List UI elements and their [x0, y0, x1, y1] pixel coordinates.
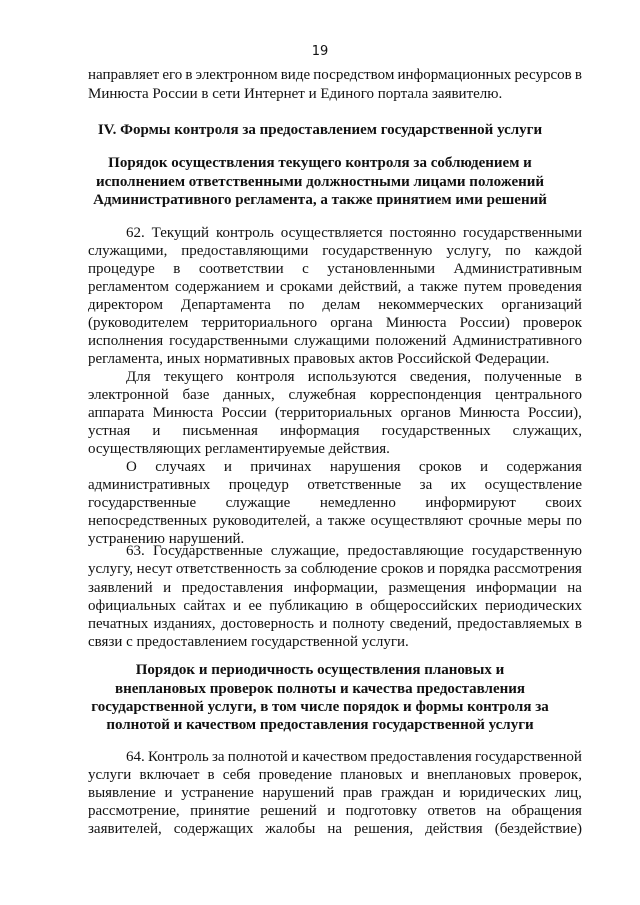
text-line: О случаях и причинах нарушения сроков и содержания: [126, 459, 582, 475]
text-line: государственные служащие немедленно информируют своих: [88, 495, 582, 511]
page-number: 19: [311, 44, 329, 59]
heading-line: IV. Формы контроля за предоставлением государственной услуги: [97, 122, 543, 138]
text-line: 63. Государственные служащие, предоставляющие государственную: [126, 543, 582, 559]
text-line: заявлений и предоставления информации, размещения информации на: [88, 580, 582, 596]
text-line: директором Департамента по делам некоммерческих организаций: [88, 297, 582, 313]
heading-line: полнотой и качеством предоставления государственной услуги: [106, 717, 534, 733]
text-line: связи с предоставлением государственной услуги.: [88, 634, 409, 650]
heading-line: исполнением ответственными должностными лицами положений: [95, 174, 545, 190]
text-line: официальных сайтах и ее публикацию в общероссийских периодических: [88, 598, 582, 614]
text-line: аппарата Минюста России (территориальных органов Минюста России),: [88, 405, 582, 421]
text-line: печатных изданиях, достоверность и полноту сведений, предоставляемых в: [88, 616, 582, 632]
text-line: направляет его в электронном виде посредством информационных ресурсов в: [88, 67, 582, 83]
text-line: Для текущего контроля используются сведения, полученные в: [126, 369, 582, 385]
text-line: электронной базе данных, служебная корреспонденция центрального: [88, 387, 582, 403]
text-line: выявление и устранение нарушений прав граждан и юридических лиц,: [88, 785, 582, 801]
heading-line: внеплановых проверок полноты и качества предоставления: [114, 681, 526, 697]
heading-line: Порядок осуществления текущего контроля за соблюдением и: [108, 155, 532, 171]
text-line: устранению нарушений.: [88, 531, 245, 547]
text-line: 64. Контроль за полнотой и качеством предоставления государственной: [126, 749, 582, 765]
heading-line: Порядок и периодичность осуществления плановых и: [135, 662, 505, 678]
heading-line: Административного регламента, а также принятием ими решений: [93, 192, 547, 208]
text-line: заявителей, содержащих жалобы на решения, действия (бездействие): [88, 821, 582, 837]
text-line: осуществляющих регламентируемые действия.: [88, 441, 390, 457]
text-line: рассмотрение, принятие решений и подготовку ответов на обращения: [88, 803, 582, 819]
text-line: устная и письменная информация государственных служащих,: [88, 423, 582, 439]
heading-line: государственной услуги, в том числе порядок и формы контроля за: [91, 699, 549, 715]
text-line: услугу, несут ответственность за соблюдение сроков и порядка рассмотрения: [88, 561, 582, 577]
text-line: регламента, иных нормативных правовых актов Российской Федерации.: [88, 351, 550, 367]
text-line: процедуре в соответствии с установленными Административным: [88, 261, 582, 277]
text-line: регламентом содержанием и сроками действий, а также путем проведения: [88, 279, 582, 295]
text-line: исполнения государственными служащими положений Административного: [88, 333, 582, 349]
text-line: служащими, предоставляющими государственную услугу, по каждой: [88, 243, 582, 259]
text-line: 62. Текущий контроль осуществляется постоянно государственными: [126, 225, 582, 241]
text-line: Минюста России в сети Интернет и Единого портала заявителю.: [88, 86, 503, 102]
text-line: непосредственных руководителей, а также осуществляют срочные меры по: [88, 513, 582, 529]
text-line: административных процедур ответственные за их осуществление: [88, 477, 582, 493]
text-line: услуги включает в себя проведение плановых и внеплановых проверок,: [88, 767, 582, 783]
text-line: (руководителем территориального органа Минюста России) проверок: [88, 315, 582, 331]
